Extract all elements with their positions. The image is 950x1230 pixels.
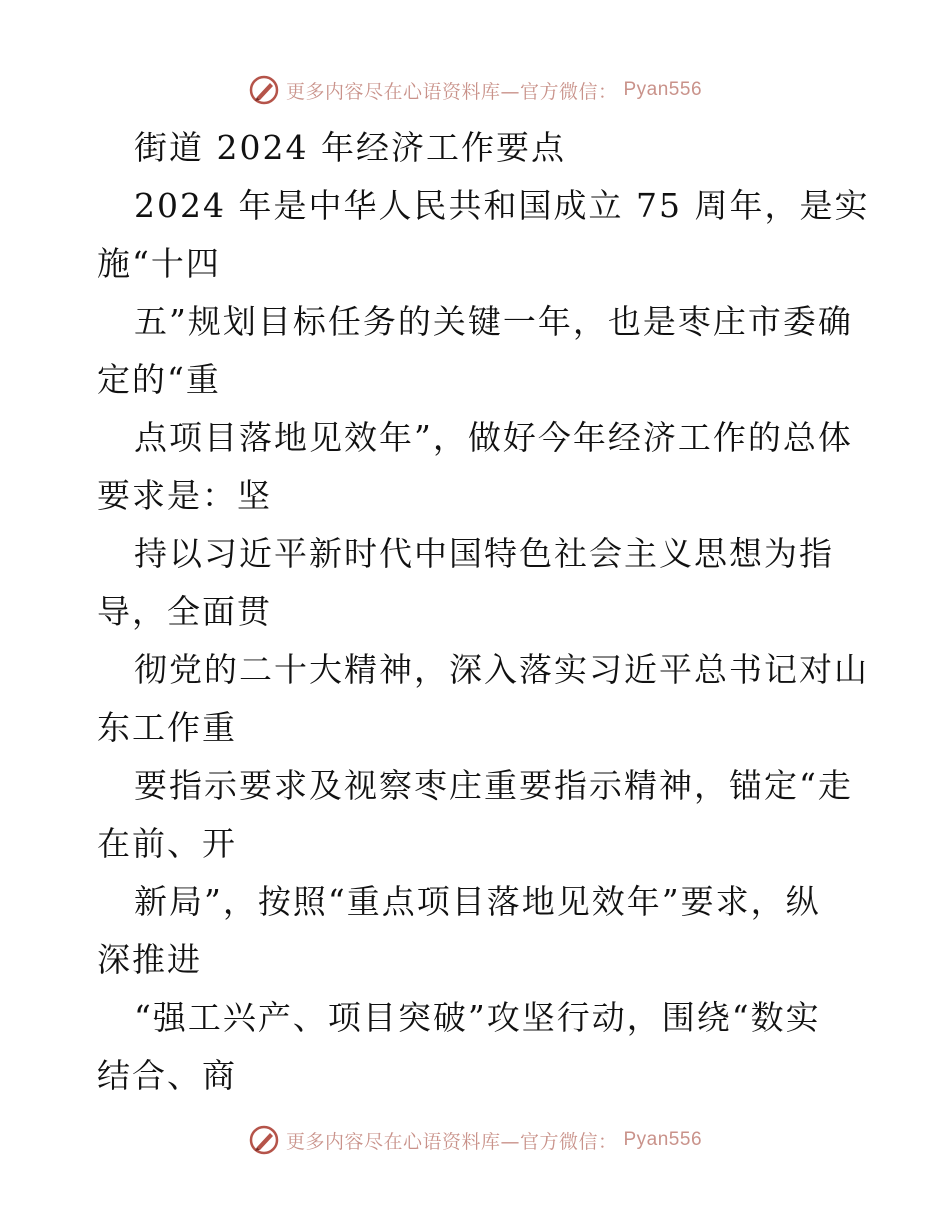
- paragraph-line: 五”规划目标任务的关键一年，也是枣庄市委确: [134, 302, 853, 341]
- paragraph-line: 施“十四: [97, 244, 221, 283]
- paragraph-line: 要求是：坚: [97, 476, 272, 515]
- paragraph-line: 深推进: [97, 940, 202, 979]
- paragraph-line: 导，全面贯: [97, 592, 272, 631]
- pen-logo-icon: [248, 74, 280, 106]
- paragraph-line: 点项目落地见效年”，做好今年经济工作的总体: [134, 418, 853, 457]
- document-title: 街道 2024 年经济工作要点: [134, 128, 566, 167]
- paragraph-line: 新局”，按照“重点项目落地见效年”要求，纵: [134, 882, 821, 921]
- watermark-text: 更多内容尽在心语资料库—官方微信：: [285, 1130, 618, 1153]
- paragraph-line: 持以习近平新时代中国特色社会主义思想为指: [134, 534, 834, 573]
- paragraph-line: 彻党的二十大精神，深入落实习近平总书记对山: [134, 650, 869, 689]
- paragraph-line: 在前、开: [97, 824, 237, 863]
- watermark-wechat-id: Pyan556: [623, 1129, 703, 1150]
- header-watermark: [0, 70, 950, 110]
- paragraph-line: “强工兴产、项目突破”攻坚行动，围绕“数实: [134, 998, 821, 1037]
- paragraph-line: 定的“重: [97, 360, 221, 399]
- paragraph-line: 东工作重: [97, 708, 237, 747]
- paragraph-line: 2024 年是中华人民共和国成立 75 周年，是实: [134, 186, 870, 225]
- watermark-wechat-id: Pyan556: [623, 79, 703, 100]
- watermark-text: 更多内容尽在心语资料库—官方微信：: [285, 80, 618, 103]
- footer-watermark: [0, 1120, 950, 1160]
- pen-logo-icon: [248, 1124, 280, 1156]
- paragraph-line: 结合、商: [97, 1056, 237, 1095]
- paragraph-line: 要指示要求及视察枣庄重要指示精神，锚定“走: [134, 766, 853, 805]
